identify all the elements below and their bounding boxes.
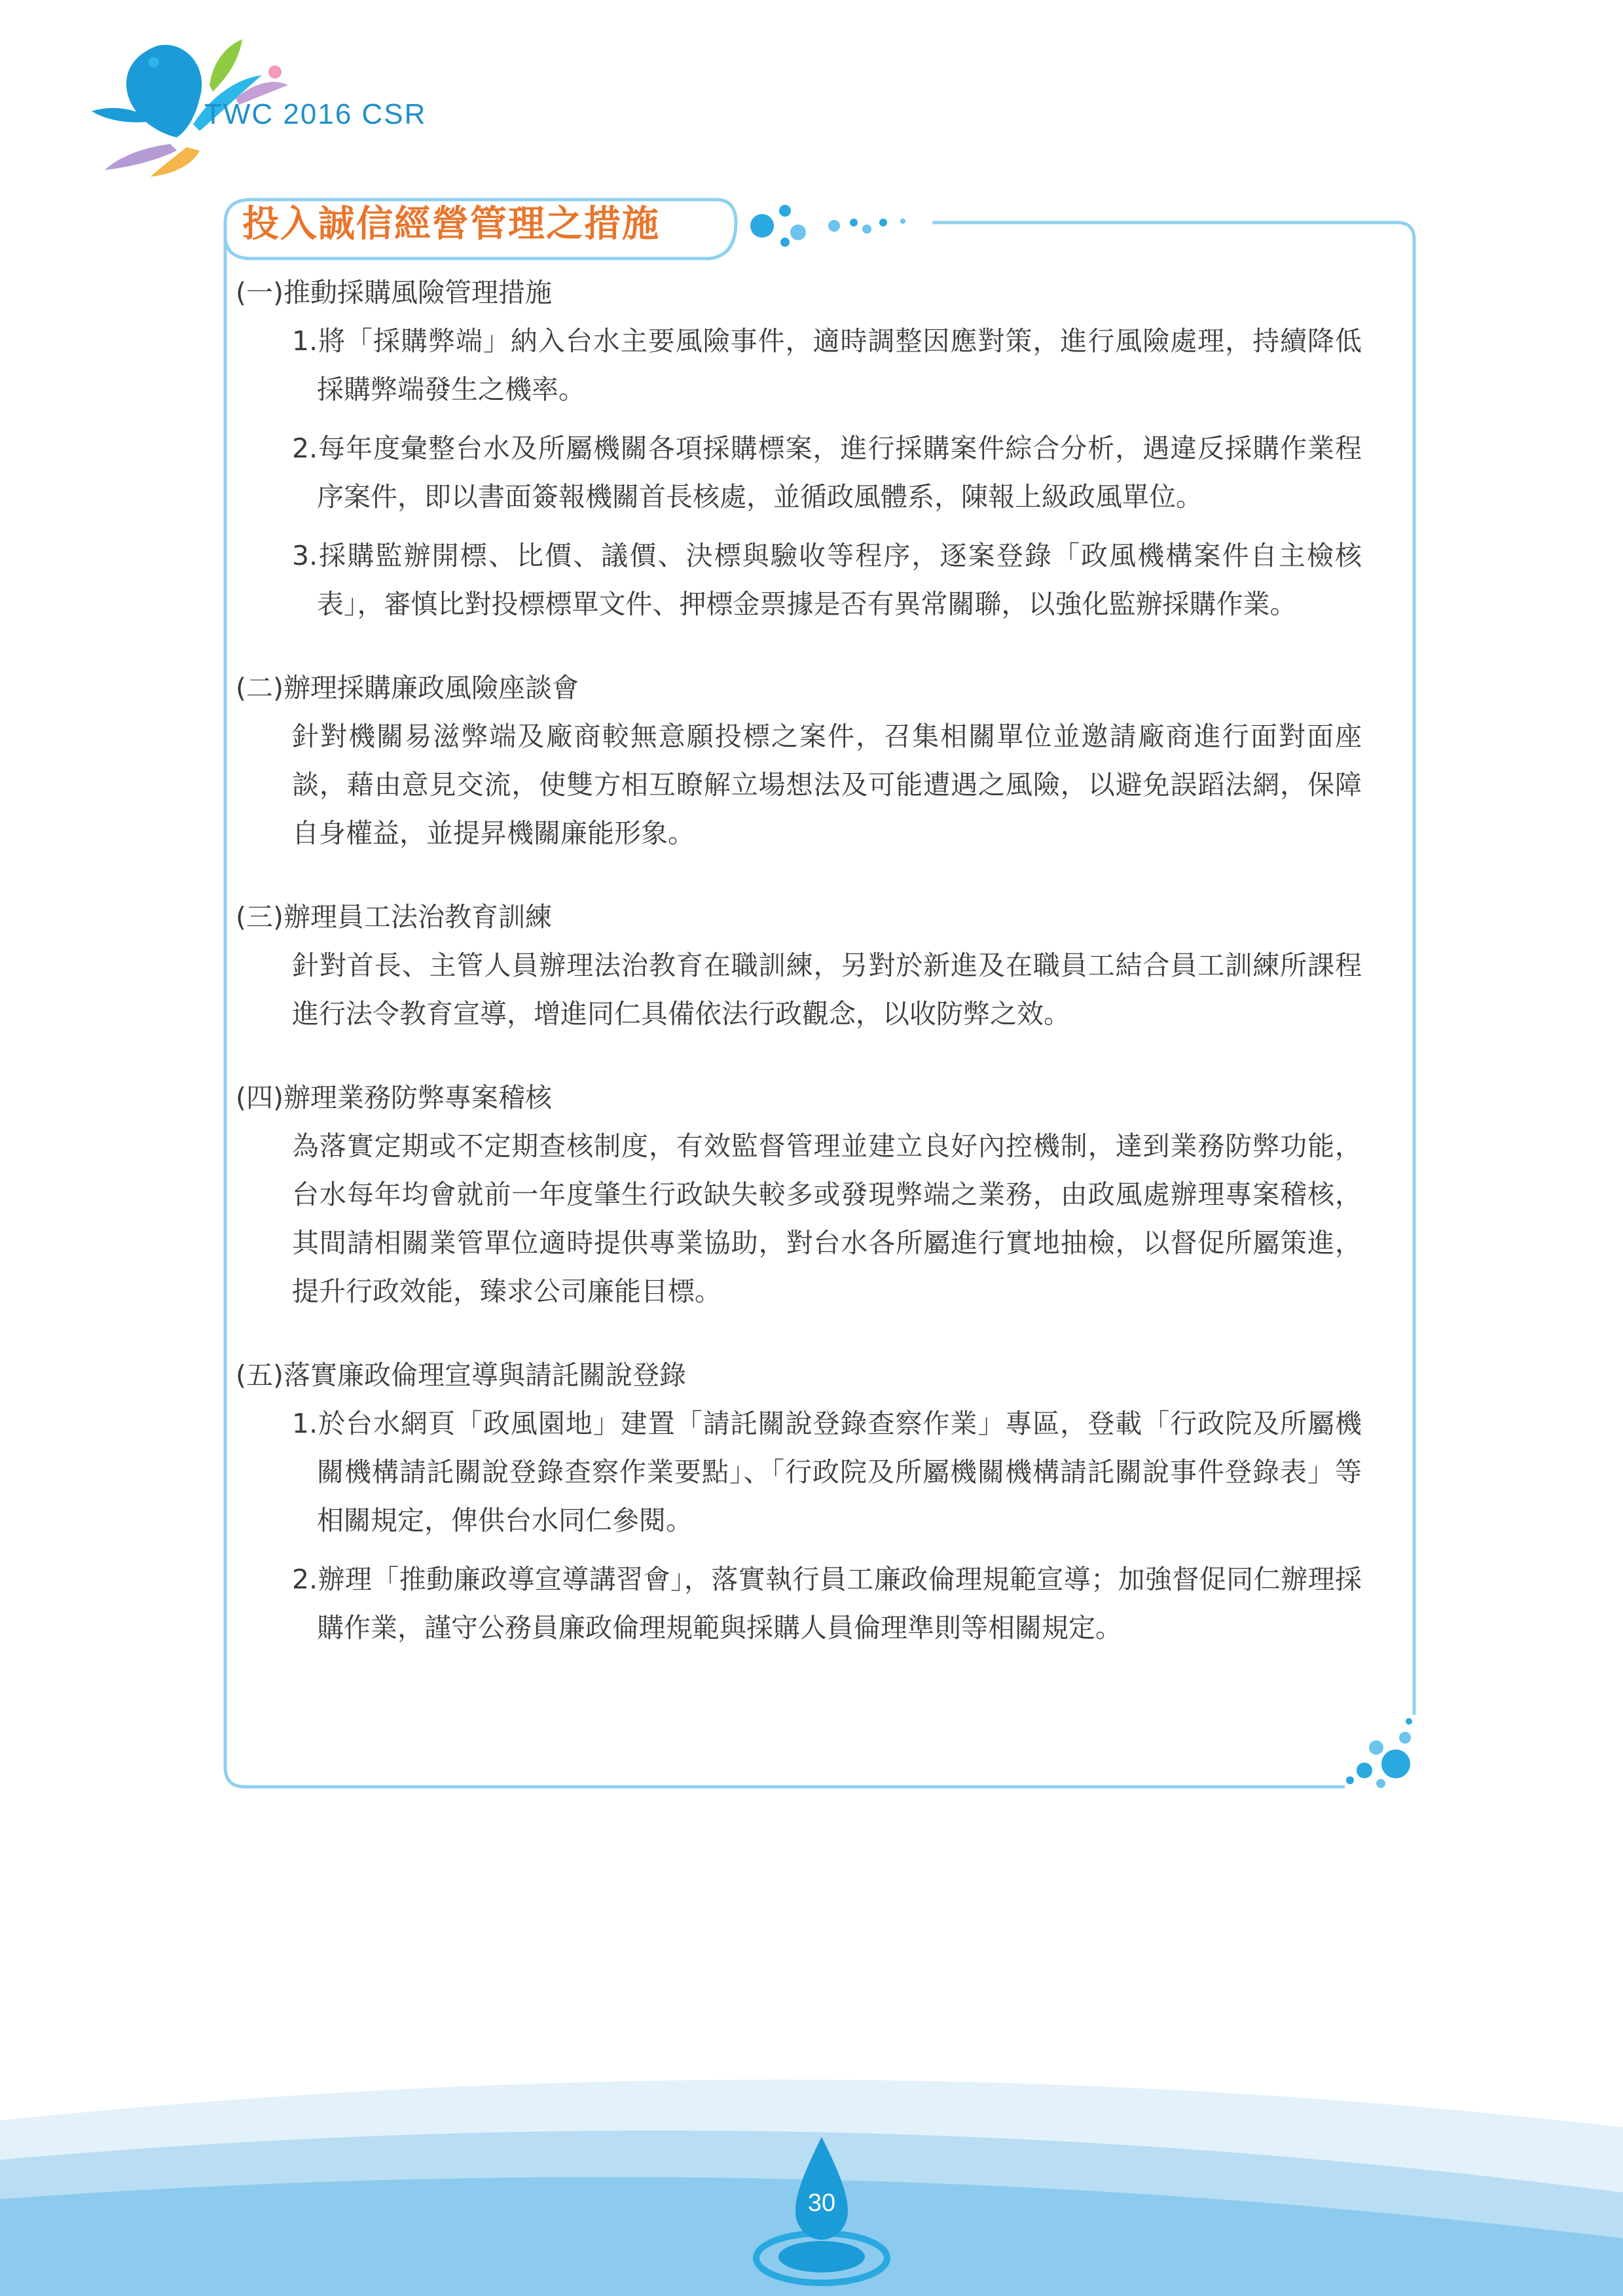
section-heading: (三)辦理員工法治教育訓練 — [236, 901, 552, 933]
list-item: 2.辦理「推動廉政導宣導講習會」，落實執行員工廉政倫理規範宣導；加強督促同仁辦理採購作業，謹守公務員廉政倫理規範與採購人員倫理準則等相關規定。 — [292, 1564, 1362, 1643]
section-3 — [236, 893, 1362, 1038]
section-heading: (五)落實廉政倫理宣導與請託關說登錄 — [236, 1359, 686, 1391]
section-paragraph: 針對首長、主管人員辦理法治教育在職訓練，另對於新進及在職員工結合員工訓練所課程進行法令教育宣導，增進同仁具備依法行政觀念，以收防弊之效。 — [292, 950, 1362, 1030]
list-item: 2.每年度彙整台水及所屬機關各項採購標案，進行採購案件綜合分析，遇違反採購作業程序案件，即以書面簽報機關首長核處，並循政風體系，陳報上級政風單位。 — [292, 433, 1362, 512]
section-5 — [236, 1351, 1362, 1652]
page-number: 30 — [807, 2189, 836, 2217]
list-item: 1.於台水網頁「政風園地」建置「請託關說登錄查察作業」專區，登載「行政院及所屬機關機構請託關說登錄查察作業要點」、「行政院及所屬機關機構請託關說事件登錄表」等相關規定，俾供台水同仁參閱。 — [292, 1408, 1362, 1536]
section-paragraph: 針對機關易滋弊端及廠商較無意願投標之案件，召集相關單位並邀請廠商進行面對面座談，藉由意見交流，使雙方相互瞭解立場想法及可能遭遇之風險，以避免誤蹈法網，保障自身權益，並提昇機關廉能形象。 — [292, 721, 1362, 849]
section-heading: (四)辦理業務防弊專案稽核 — [236, 1082, 552, 1113]
section-title: 投入誠信經營管理之措施 — [242, 203, 660, 245]
list-item: 1.將「採購弊端」納入台水主要風險事件，適時調整因應對策，進行風險處理，持續降低採購弊端發生之機率。 — [292, 325, 1362, 405]
section-paragraph: 為落實定期或不定期查核制度，有效監督管理並建立良好內控機制，達到業務防弊功能，台水每年均會就前一年度肇生行政缺失較多或發現弊端之業務，由政風處辦理專案稽核，其間請相關業管單位適時提供專業協助，對台水各所屬進行實地抽檢，以督促所屬策進，提升行政效能，臻求公司廉能目標。 — [292, 1130, 1362, 1307]
list-item: 3.採購監辦開標、比價、議價、決標與驗收等程序，逐案登錄「政風機構案件自主檢核表」，審慎比對投標標單文件、押標金票據是否有異常關聯，以強化監辦採購作業。 — [292, 540, 1362, 620]
content-body — [236, 268, 1362, 1687]
section-heading: (二)辦理採購廉政風險座談會 — [236, 672, 579, 704]
logo-text: TWC 2016 CSR — [204, 98, 427, 130]
footer-wave — [0, 2062, 1623, 2296]
section-4 — [236, 1073, 1362, 1316]
section-heading: (一)推動採購風險管理措施 — [236, 277, 552, 308]
section-2 — [236, 664, 1362, 857]
section-1 — [236, 268, 1362, 628]
